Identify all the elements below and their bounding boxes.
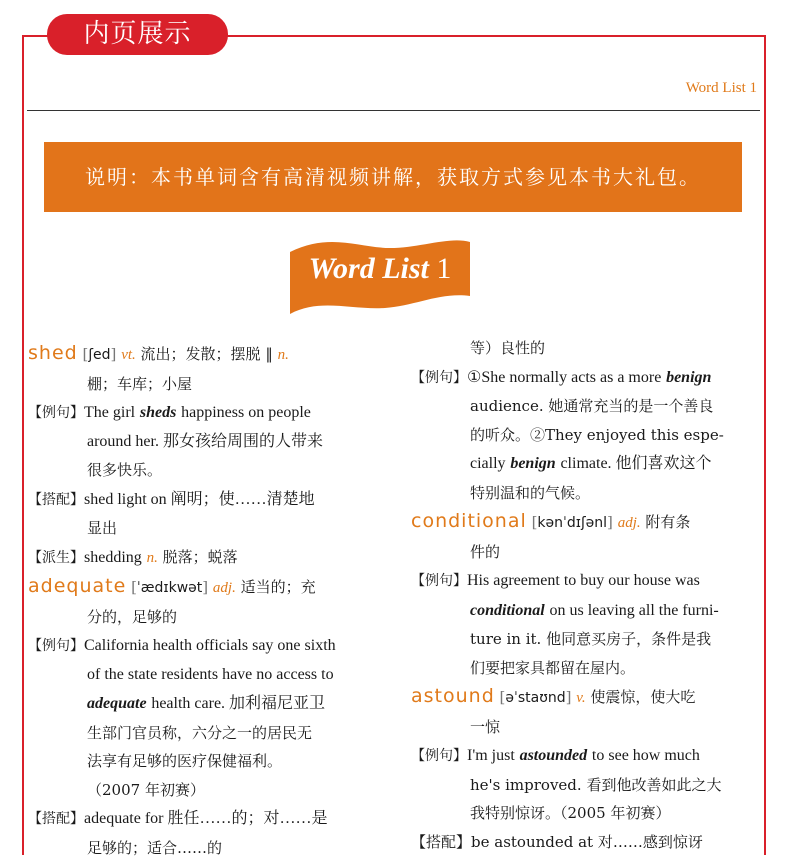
headword: astound	[411, 685, 495, 707]
section-tab: 内页展示	[47, 14, 228, 55]
entry-astound: astound [əˈstaʊnd] v. 使震惊，使大吃	[411, 685, 696, 707]
header-rule	[27, 110, 760, 111]
word-list-title: Word List 1	[308, 252, 452, 285]
headword: adequate	[28, 575, 127, 597]
entry-shed: shed [ʃed] vt. 流出；发散；摆脱 ‖ n.	[28, 342, 289, 364]
left-column: shed [ʃed] vt. 流出；发散；摆脱 ‖ n. 棚；车库；小屋 【例句】The girl sheds happiness on people around her. 那女孩给周围的人带来 很多快乐。 【搭配】shed light on 阐明；使……清楚地 显出 【派生】shedding n. 脱落；蜕落 adequate [ˈædɪkwət] adj. 适当的；充 分的，足够的 【例句】California health officials say one sixth of the state residents have no access to adequate health care. 加利福尼亚卫 生部门官员称，六分之一的居民无 法享有足够的医疗保健福利。 （2007 年初赛） 【搭配】adequate for 胜任……的；对……是 足够的；适合……的	[28, 339, 378, 862]
headword: shed	[28, 342, 78, 364]
running-head: Word List 1	[685, 80, 757, 96]
headword: conditional	[411, 510, 527, 532]
entry-adequate: adequate [ˈædɪkwət] adj. 适当的；充	[28, 575, 316, 597]
entry-conditional: conditional [kənˈdɪʃənl] adj. 附有条	[411, 510, 691, 532]
notice-banner: 说明：本书单词含有高清视频讲解，获取方式参见本书大礼包。	[44, 142, 742, 212]
right-column: 等）良性的 【例句】①She normally acts as a more benign audience. 她通常充当的是一个善良 的听众。②They enjoyed this espe- cially benign climate. 他们喜欢这个 特别温和的气候。 conditional [kənˈdɪʃənl] adj. 附有条 件的 【例句】His agreement to buy our house was conditional on us leaving all the furni- ture in it. 他同意买房子，条件是我 们要把家具都留在屋内。 astound [əˈstaʊnd] v. 使震惊，使大吃 一惊 【例句】I'm just astounded to see how much he's improved. 看到他改善如此之大 我特别惊讶。（2005 年初赛） 【搭配】be astounded at 对……感到惊讶	[411, 334, 761, 856]
